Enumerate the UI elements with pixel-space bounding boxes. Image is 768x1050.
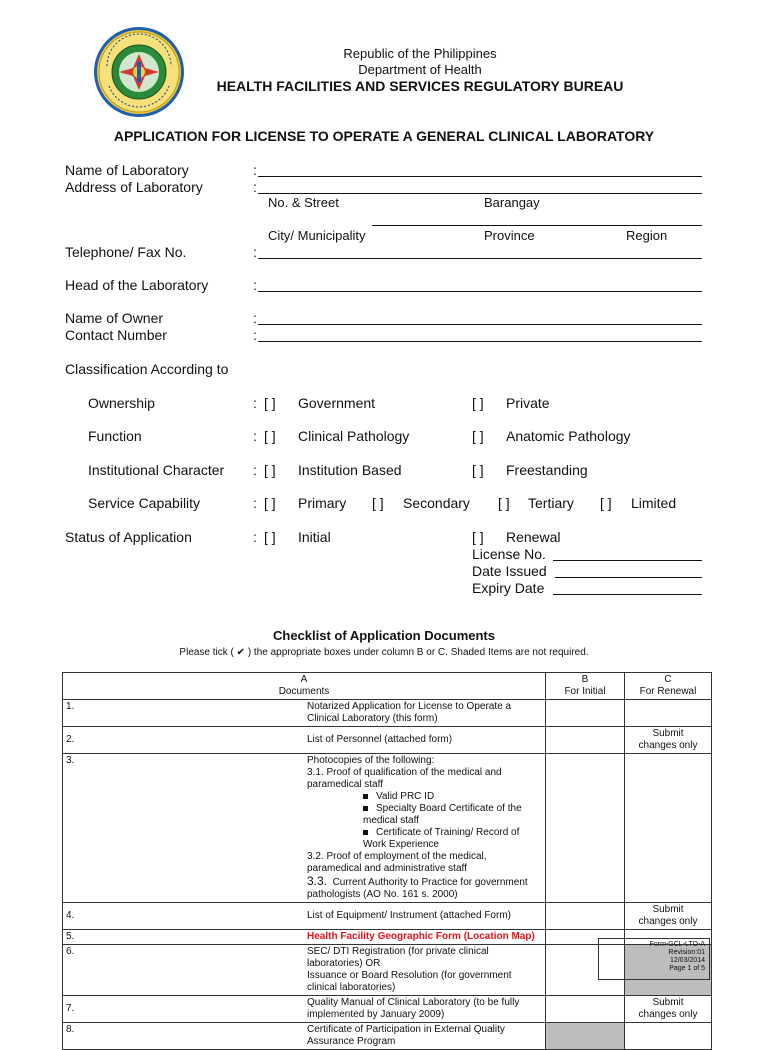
changes-only-label: changes only xyxy=(638,916,698,927)
label-region: Region xyxy=(626,228,668,243)
header-republic: Republic of the Philippines xyxy=(343,46,497,61)
checkbox-anatomic-pathology[interactable]: [ ] xyxy=(472,428,484,444)
col-a-label: Documents xyxy=(278,686,330,697)
table-row xyxy=(63,754,712,903)
checkbox-government[interactable]: [ ] xyxy=(264,395,276,411)
checkbox-limited[interactable]: [ ] xyxy=(600,495,612,511)
input-name-of-owner[interactable] xyxy=(258,324,702,325)
documents-table xyxy=(62,672,712,1050)
checklist-note: Please tick ( ✔ ) the appropriate boxes under column B or C. Shaded Items are not required. xyxy=(179,647,589,658)
label-status-of-application: Status of Application xyxy=(65,529,192,545)
option-freestanding: Freestanding xyxy=(506,462,588,478)
checkbox-freestanding[interactable]: [ ] xyxy=(472,462,484,478)
option-government: Government xyxy=(298,395,376,411)
label-ownership: Ownership xyxy=(88,395,155,411)
option-institution-based: Institution Based xyxy=(298,462,402,478)
table-header-row xyxy=(63,673,712,700)
row-document: Notarized Application for License to Operate a Clinical Laboratory (this form) xyxy=(304,700,546,727)
input-address-street[interactable] xyxy=(258,193,702,194)
col-c-letter: C xyxy=(664,674,672,685)
option-clinical-pathology: Clinical Pathology xyxy=(298,428,410,444)
row-document xyxy=(304,945,546,996)
bullet-item xyxy=(307,803,542,827)
row-number: 4. xyxy=(63,903,305,930)
bullet-item xyxy=(307,791,542,803)
label-name-of-owner: Name of Owner xyxy=(65,310,164,326)
label-head-of-laboratory: Head of the Laboratory xyxy=(65,277,209,293)
colon: : xyxy=(253,277,257,293)
checkbox-private[interactable]: [ ] xyxy=(472,395,484,411)
shaded-cell xyxy=(546,1023,625,1050)
doh-seal-logo xyxy=(93,26,185,118)
checkbox-renewal[interactable]: [ ] xyxy=(472,529,484,545)
row-number: 7. xyxy=(63,996,305,1023)
item-3-3-number: 3.3. xyxy=(307,874,328,888)
form-code-box xyxy=(598,938,710,980)
col-b-header xyxy=(546,673,625,700)
label-no-street: No. & Street xyxy=(268,195,339,210)
checkbox-primary[interactable]: [ ] xyxy=(264,495,276,511)
page-number: Page 1 of 5 xyxy=(669,965,705,972)
label-province: Province xyxy=(484,228,535,243)
tick-cell-renewal[interactable] xyxy=(625,727,712,754)
bullet-item xyxy=(307,827,542,851)
bullet-text: Valid PRC ID xyxy=(376,791,435,802)
row-document: Quality Manual of Clinical Laboratory (to be fully implemented by January 2009) xyxy=(304,996,546,1023)
col-b-label: For Initial xyxy=(564,686,606,697)
row-document: List of Equipment/ Instrument (attached Form) xyxy=(304,903,546,930)
header-bureau: HEALTH FACILITIES AND SERVICES REGULATORY BUREAU xyxy=(216,78,624,94)
checklist-title: Checklist of Application Documents xyxy=(273,628,495,643)
col-a-letter: A xyxy=(300,674,308,685)
colon: : xyxy=(253,244,257,260)
row-number: 3. xyxy=(63,754,305,903)
tick-cell-initial[interactable] xyxy=(546,903,625,930)
bullet-icon xyxy=(363,794,368,799)
label-date-issued: Date Issued xyxy=(472,563,547,579)
input-address-city[interactable] xyxy=(372,225,702,226)
table-row xyxy=(63,700,712,727)
checkbox-tertiary[interactable]: [ ] xyxy=(498,495,510,511)
label-license-no: License No. xyxy=(472,546,546,562)
col-c-header xyxy=(625,673,712,700)
option-renewal: Renewal xyxy=(506,529,561,545)
table-row xyxy=(63,996,712,1023)
label-service-capability: Service Capability xyxy=(88,495,201,511)
header-department: Department of Health xyxy=(358,62,482,77)
label-expiry-date: Expiry Date xyxy=(472,580,545,596)
tick-cell-renewal[interactable] xyxy=(625,754,712,903)
row-number: 5. xyxy=(63,930,305,945)
option-primary: Primary xyxy=(298,495,347,511)
option-private: Private xyxy=(506,395,550,411)
label-function: Function xyxy=(88,428,142,444)
tick-cell-renewal[interactable] xyxy=(625,903,712,930)
item-3-3 xyxy=(307,875,542,901)
colon: : xyxy=(253,310,257,326)
row-document-line2: Issuance or Board Resolution (for government clinical laboratories) xyxy=(307,970,512,993)
checkbox-clinical-pathology[interactable]: [ ] xyxy=(264,428,276,444)
input-contact-number[interactable] xyxy=(258,341,702,342)
table-row xyxy=(63,903,712,930)
input-expiry-date[interactable] xyxy=(553,594,702,595)
row-number: 2. xyxy=(63,727,305,754)
item-3-2: 3.2. Proof of employment of the medical, paramedical and administrative staff xyxy=(307,851,487,874)
item-3-1: 3.1. Proof of qualification of the medical and paramedical staff xyxy=(307,767,502,790)
row-document-line1: SEC/ DTI Registration (for private clinical laboratories) OR xyxy=(307,946,489,969)
option-limited: Limited xyxy=(631,495,677,511)
form-title: APPLICATION FOR LICENSE TO OPERATE A GENERAL CLINICAL LABORATORY xyxy=(113,128,655,144)
input-license-no[interactable] xyxy=(553,560,702,561)
row-document: Health Facility Geographic Form (Location Map) xyxy=(304,930,546,945)
option-anatomic-pathology: Anatomic Pathology xyxy=(506,428,631,444)
row-number: 1. xyxy=(63,700,305,727)
colon: : xyxy=(253,428,257,444)
tick-cell-renewal[interactable] xyxy=(625,700,712,727)
submit-label: Submit xyxy=(652,904,684,915)
table-row xyxy=(63,727,712,754)
option-secondary: Secondary xyxy=(403,495,470,511)
label-institutional-character: Institutional Character xyxy=(88,462,225,478)
input-date-issued[interactable] xyxy=(555,577,702,578)
col-b-letter: B xyxy=(581,674,589,685)
label-barangay: Barangay xyxy=(484,195,540,210)
item-3-3-text: Current Authority to Practice for government pathologists (AO No. 161 s. 2000) xyxy=(307,877,528,900)
photocopies-label: Photocopies of the following: xyxy=(307,755,435,766)
table-row xyxy=(63,1023,712,1050)
row-document: List of Personnel (attached form) xyxy=(304,727,546,754)
form-code: Form-GCL-LTO-A xyxy=(649,941,705,948)
input-name-of-laboratory[interactable] xyxy=(258,176,702,177)
tick-cell-initial[interactable] xyxy=(546,700,625,727)
colon: : xyxy=(253,495,257,511)
option-initial: Initial xyxy=(298,529,331,545)
bullet-icon xyxy=(363,806,368,811)
row-number: 6. xyxy=(63,945,305,996)
tick-cell-renewal[interactable] xyxy=(625,1023,712,1050)
colon: : xyxy=(253,395,257,411)
row-number: 8. xyxy=(63,1023,305,1050)
submit-label: Submit xyxy=(652,728,684,739)
label-address-of-laboratory: Address of Laboratory xyxy=(65,179,203,195)
colon: : xyxy=(253,529,257,545)
colon: : xyxy=(253,162,257,178)
tick-cell-initial[interactable] xyxy=(546,996,625,1023)
row-document: Certificate of Participation in External Quality Assurance Program xyxy=(304,1023,546,1050)
col-c-label: For Renewal xyxy=(639,686,697,697)
tick-cell-renewal[interactable] xyxy=(625,996,712,1023)
col-a-header xyxy=(63,673,546,700)
tick-cell-initial[interactable] xyxy=(546,754,625,903)
option-tertiary: Tertiary xyxy=(528,495,574,511)
bullet-text: Certificate of Training/ Record of Work Experience xyxy=(363,827,520,850)
input-telephone-fax[interactable] xyxy=(258,258,702,259)
checkbox-secondary[interactable]: [ ] xyxy=(372,495,384,511)
form-date: 12/03/2014 xyxy=(669,957,705,964)
checkbox-initial[interactable]: [ ] xyxy=(264,529,276,545)
form-revision: Revision:01 xyxy=(668,949,705,956)
changes-only-label: changes only xyxy=(638,740,698,751)
bullet-icon xyxy=(363,830,368,835)
input-head-of-laboratory[interactable] xyxy=(258,291,702,292)
colon: : xyxy=(253,179,257,195)
tick-cell-initial[interactable] xyxy=(546,727,625,754)
label-classification: Classification According to xyxy=(65,361,229,377)
label-contact-number: Contact Number xyxy=(65,327,167,343)
label-name-of-laboratory: Name of Laboratory xyxy=(65,162,189,178)
colon: : xyxy=(253,327,257,343)
checkbox-institution-based[interactable]: [ ] xyxy=(264,462,276,478)
label-city-municipality: City/ Municipality xyxy=(268,228,366,243)
submit-label: Submit xyxy=(652,997,684,1008)
label-telephone-fax: Telephone/ Fax No. xyxy=(65,244,187,260)
row-document xyxy=(304,754,546,903)
changes-only-label: changes only xyxy=(638,1009,698,1020)
colon: : xyxy=(253,462,257,478)
bullet-text: Specialty Board Certificate of the medical staff xyxy=(363,803,522,826)
